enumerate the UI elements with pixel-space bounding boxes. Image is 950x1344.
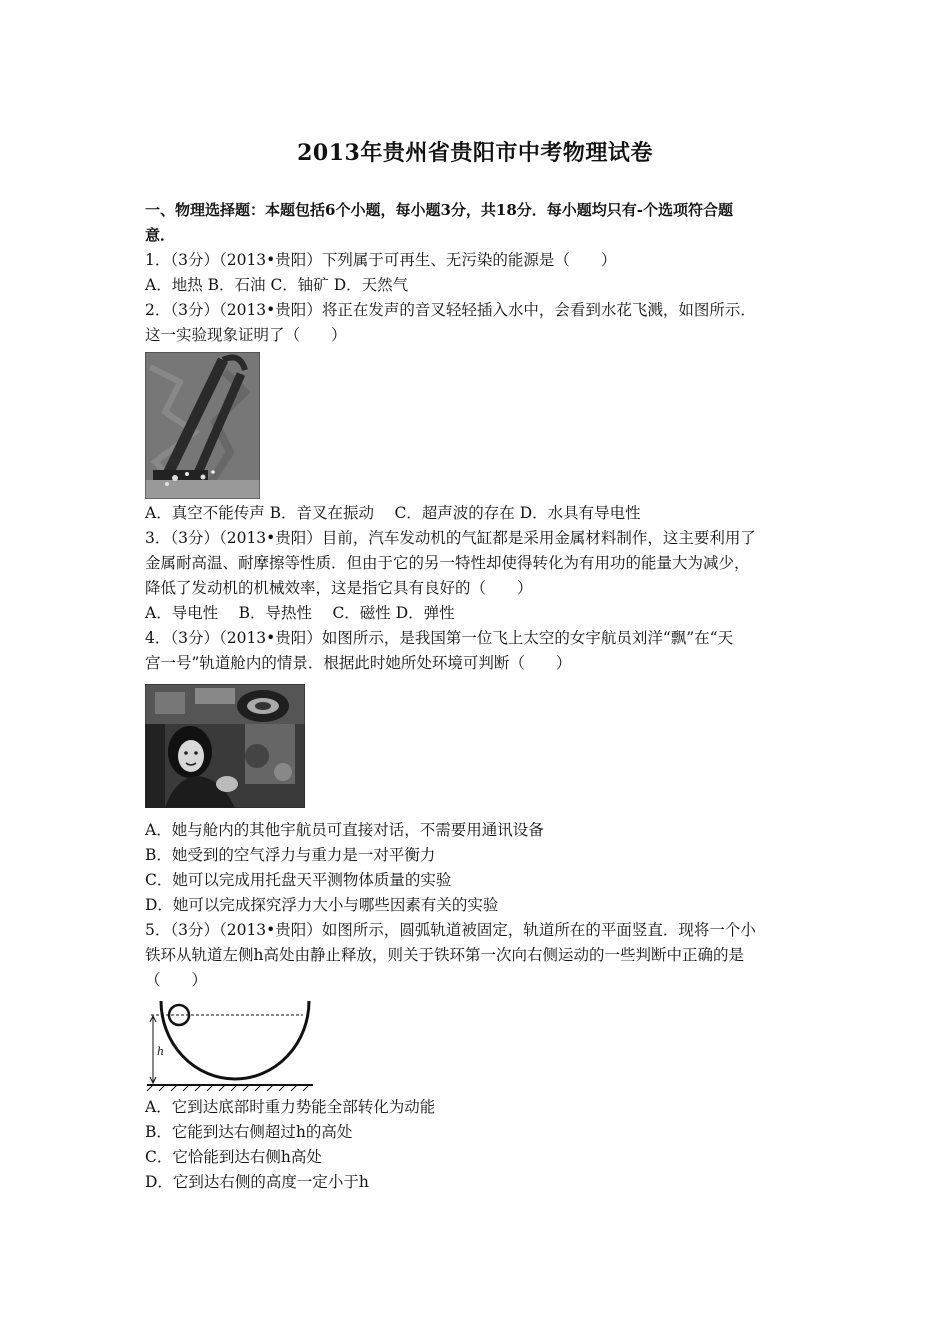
option-d: D．它到达右侧的高度一定小于h <box>145 1173 369 1191</box>
option-b: B．她受到的空气浮力与重力是一对平衡力 <box>145 846 436 864</box>
question-text: 金属耐高温、耐摩擦等性质．但由于它的另一特性却使得转化为有用功的能量大为减少， <box>145 554 750 572</box>
arc-track-figure <box>145 997 810 1093</box>
question-text: 3．（3分）（2013•贵阳）目前，汽车发动机的气缸都是采用金属材料制作，这主要利用了 <box>145 529 756 547</box>
question-text: 降低了发动机的机械效率，这是指它具有良好的（ ） <box>145 579 533 597</box>
option-a: A．它到达底部时重力势能全部转化为动能 <box>145 1098 436 1116</box>
question-text: 这一实验现象证明了（ ） <box>145 326 347 344</box>
height-label: h <box>157 1045 165 1058</box>
section-heading-cont: 意． <box>145 226 176 244</box>
arc-track-diagram <box>145 997 315 1093</box>
question-text: 4．（3分）（2013•贵阳）如图所示，是我国第一位飞上太空的女宇航员刘洋“飘”在“天 <box>145 629 734 647</box>
option-a: A．她与舱内的其他宇航员可直接对话，不需要用通讯设备 <box>145 821 544 839</box>
question-options: A．地热 B．石油 C．铀矿 D．天然气 <box>145 276 409 294</box>
question-3 <box>145 526 810 626</box>
option-b: B．它能到达右侧超过h的高处 <box>145 1123 353 1141</box>
question-text: 1．（3分）（2013•贵阳）下列属于可再生、无污染的能源是（ ） <box>145 251 617 269</box>
question-5 <box>145 918 810 1195</box>
question-1 <box>145 248 810 298</box>
question-text: 铁环从轨道左侧h高处由静止释放，则关于铁环第一次向右侧运动的一些判断中正确的是 <box>145 946 744 964</box>
question-text: 5．（3分）（2013•贵阳）如图所示，圆弧轨道被固定，轨道所在的平面竖直．现将一个小 <box>145 921 756 939</box>
question-options: A．真空不能传声 B．音叉在振动 C．超声波的存在 D．水具有导电性 <box>145 504 641 522</box>
astronaut-figure <box>145 684 810 808</box>
option-d: D．她可以完成探究浮力大小与哪些因素有关的实验 <box>145 896 499 914</box>
astronaut-photo <box>145 684 305 808</box>
question-options: A．导电性 B．导热性 C．磁性 D．弹性 <box>145 604 455 622</box>
tuning-fork-photo <box>145 352 260 499</box>
question-2 <box>145 298 810 526</box>
question-text: 2．（3分）（2013•贵阳）将正在发声的音叉轻轻插入水中，会看到水花飞溅，如图所示． <box>145 301 756 319</box>
section-heading: 一、物理选择题：本题包括6个小题，每小题3分，共18分．每小题均只有-个选项符合题 <box>145 201 733 219</box>
question-4 <box>145 626 810 918</box>
page-title: 2013年贵州省贵阳市中考物理试卷 <box>297 140 653 166</box>
tuning-fork-figure <box>145 352 810 499</box>
option-c: C．它恰能到达右侧h高处 <box>145 1148 322 1166</box>
question-text: 宫一号”轨道舱内的情景．根据此时她所处环境可判断（ ） <box>145 654 572 672</box>
option-c: C．她可以完成用托盘天平测物体质量的实验 <box>145 871 452 889</box>
exam-content <box>145 198 810 1195</box>
question-text: （ ） <box>145 971 208 989</box>
